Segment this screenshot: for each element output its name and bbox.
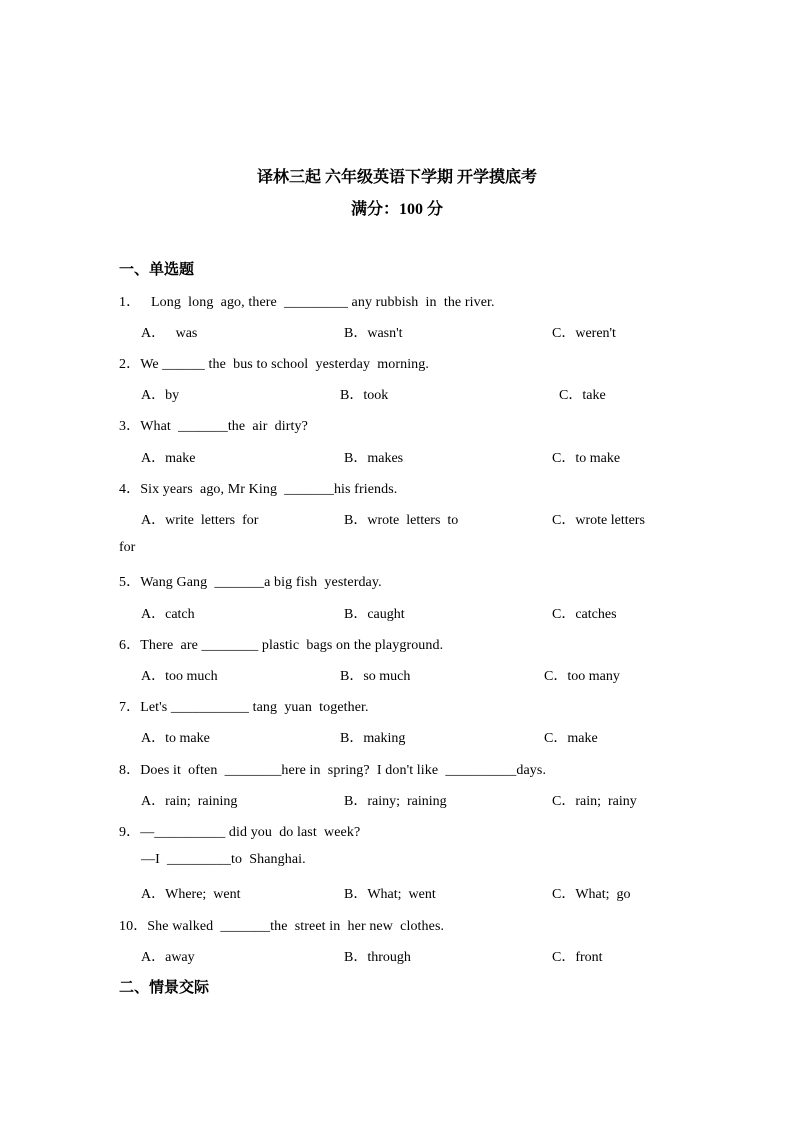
- question-1-stem: 1． Long long ago, there _________ any rubbish in the river.: [119, 295, 495, 310]
- question-8-option-a: A．rain; raining: [141, 794, 238, 809]
- section-heading-single-choice: 一、单选题: [119, 262, 195, 278]
- question-9-option-a: A．Where; went: [141, 887, 241, 902]
- question-1-option-b: B．wasn't: [344, 326, 403, 341]
- question-4-option-a: A．write letters for: [141, 513, 259, 528]
- question-4-stem: 4．Six years ago, Mr King _______his friends.: [119, 482, 398, 497]
- question-8-stem: 8．Does it often ________here in spring? I don't like __________days.: [119, 763, 547, 778]
- question-4-option-c-wrap: for: [119, 540, 136, 555]
- question-2-option-c: C．take: [559, 388, 606, 403]
- question-6-option-a: A．too much: [141, 669, 218, 684]
- question-9-option-b: B．What; went: [344, 887, 436, 902]
- question-5-option-a: A．catch: [141, 607, 195, 622]
- question-8-option-b: B．rainy; raining: [344, 794, 447, 809]
- question-8-option-c: C．rain; rainy: [552, 794, 637, 809]
- question-10-stem: 10．She walked _______the street in her new clothes.: [119, 919, 445, 934]
- question-3-stem: 3．What _______the air dirty?: [119, 419, 308, 434]
- question-9-stem: 9．—__________ did you do last week?: [119, 825, 361, 840]
- question-5-stem: 5．Wang Gang _______a big fish yesterday.: [119, 575, 382, 590]
- question-5-option-b: B．caught: [344, 607, 405, 622]
- question-4-option-b: B．wrote letters to: [344, 513, 459, 528]
- question-2-option-b: B．took: [340, 388, 389, 403]
- exam-title: 译林三起 六年级英语下学期 开学摸底考: [256, 169, 537, 186]
- question-7-option-c: C．make: [544, 731, 598, 746]
- question-6-option-b: B．so much: [340, 669, 411, 684]
- exam-score: 满分：100 分: [350, 201, 443, 218]
- section-heading-situational-dialogue: 二、情景交际: [119, 980, 210, 996]
- question-3-option-a: A．make: [141, 451, 196, 466]
- question-1-option-c: C．weren't: [552, 326, 616, 341]
- question-6-option-c: C．too many: [544, 669, 620, 684]
- question-5-option-c: C．catches: [552, 607, 617, 622]
- question-6-stem: 6．There are ________ plastic bags on the playground.: [119, 638, 444, 653]
- question-2-stem: 2．We ______ the bus to school yesterday morning.: [119, 357, 429, 372]
- question-9-option-c: C．What; go: [552, 887, 631, 902]
- question-9-stem-reply: —I _________to Shanghai.: [141, 852, 306, 867]
- question-10-option-a: A．away: [141, 950, 195, 965]
- question-7-stem: 7．Let's ___________ tang yuan together.: [119, 700, 369, 715]
- question-7-option-b: B．making: [340, 731, 406, 746]
- question-1-option-a: A． was: [141, 326, 198, 341]
- question-4-option-c: C．wrote letters: [552, 513, 645, 528]
- question-10-option-c: C．front: [552, 950, 603, 965]
- question-3-option-c: C．to make: [552, 451, 621, 466]
- question-10-option-b: B．through: [344, 950, 411, 965]
- question-3-option-b: B．makes: [344, 451, 404, 466]
- question-7-option-a: A．to make: [141, 731, 210, 746]
- question-2-option-a: A．by: [141, 388, 180, 403]
